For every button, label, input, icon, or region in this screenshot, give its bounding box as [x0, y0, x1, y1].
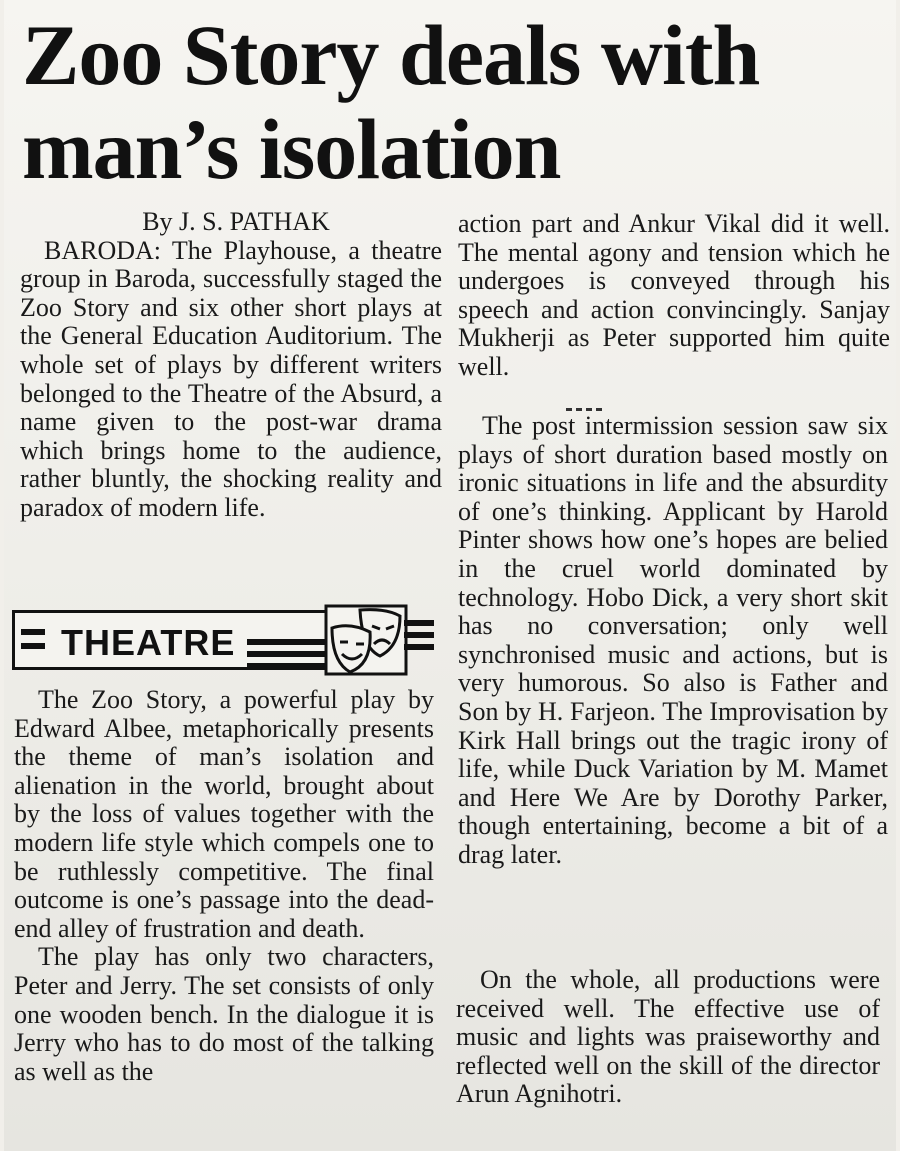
- paragraph-zoo-story: The Zoo Story, a powerful play by Edward Albee, metaphorically presents the theme of man’s isolation and alienation in the world, brought about by the loss of values together with the modern life style which compels one to be ruthlessly competitive. The final outcome is one’s passage into the dead-end alley of frustration and death.: [14, 685, 434, 943]
- paragraph-characters-continued: action part and Ankur Vikal did it well. The mental agony and tension which he undergoes is conveyed through his speech and action convincingly. Sanjay Mukherji as Peter supported him quite well.: [458, 209, 890, 381]
- paragraph-intro: BARODA: The Playhouse, a theatre group in Baroda, successfully staged the Zoo Story and six other short plays at the General Education Auditorium. The whole set of plays by different writers belonged to the Theatre of the Absurd, a name given to the post-war drama which brings home to the audience, rather bluntly, the shocking reality and paradox of modern life.: [20, 235, 442, 522]
- section-label: THEATRE: [61, 622, 236, 663]
- paragraph-conclusion: On the whole, all productions were received well. The effective use of music and lights was praiseworthy and reflected well on the skill of the director Arun Agnihotri.: [456, 965, 880, 1109]
- paragraph-post-intermission: The post intermission session saw six plays of short duration based mostly on ironic situations in life and the absurdity of one’s thinking. Applicant by Harold Pinter shows how one’s hopes are belied in the cruel world dominated by technology. Hobo Dick, a very short skit has no conversation; only well synchronised music and actions, but is very humorous. So also is Father and Son by H. Farjeon. The Improvisation by Kirk Hall brings out the tragic irony of life, while Duck Variation by M. Mamet and Here We Are by Dorothy Parker, though entertaining, become a bit of a drag later.: [458, 411, 888, 869]
- headline: [22, 8, 882, 196]
- banner-bar: [21, 629, 45, 635]
- banner-stripes-right: [404, 620, 434, 662]
- section-banner: [12, 602, 430, 678]
- paragraph-characters: The play has only two characters, Peter and Jerry. The set consists of only one wooden bench. In the dialogue it is Jerry who has to do most of the talking as well as the: [14, 942, 434, 1086]
- headline-line-2: man’s isolation: [22, 101, 561, 197]
- banner-box: [12, 610, 328, 670]
- column-right-middle: [458, 412, 888, 870]
- column-left-bottom: [14, 686, 434, 1086]
- banner-bar: [21, 643, 45, 649]
- column-right-bottom: [456, 966, 880, 1109]
- byline: By J. S. PATHAK: [142, 207, 330, 236]
- banner-stripes: [247, 639, 325, 669]
- column-right-top: [458, 210, 890, 382]
- column-left-top: [20, 208, 442, 523]
- headline-line-1: Zoo Story deals with: [22, 7, 760, 103]
- comedy-tragedy-masks-icon: [320, 602, 410, 678]
